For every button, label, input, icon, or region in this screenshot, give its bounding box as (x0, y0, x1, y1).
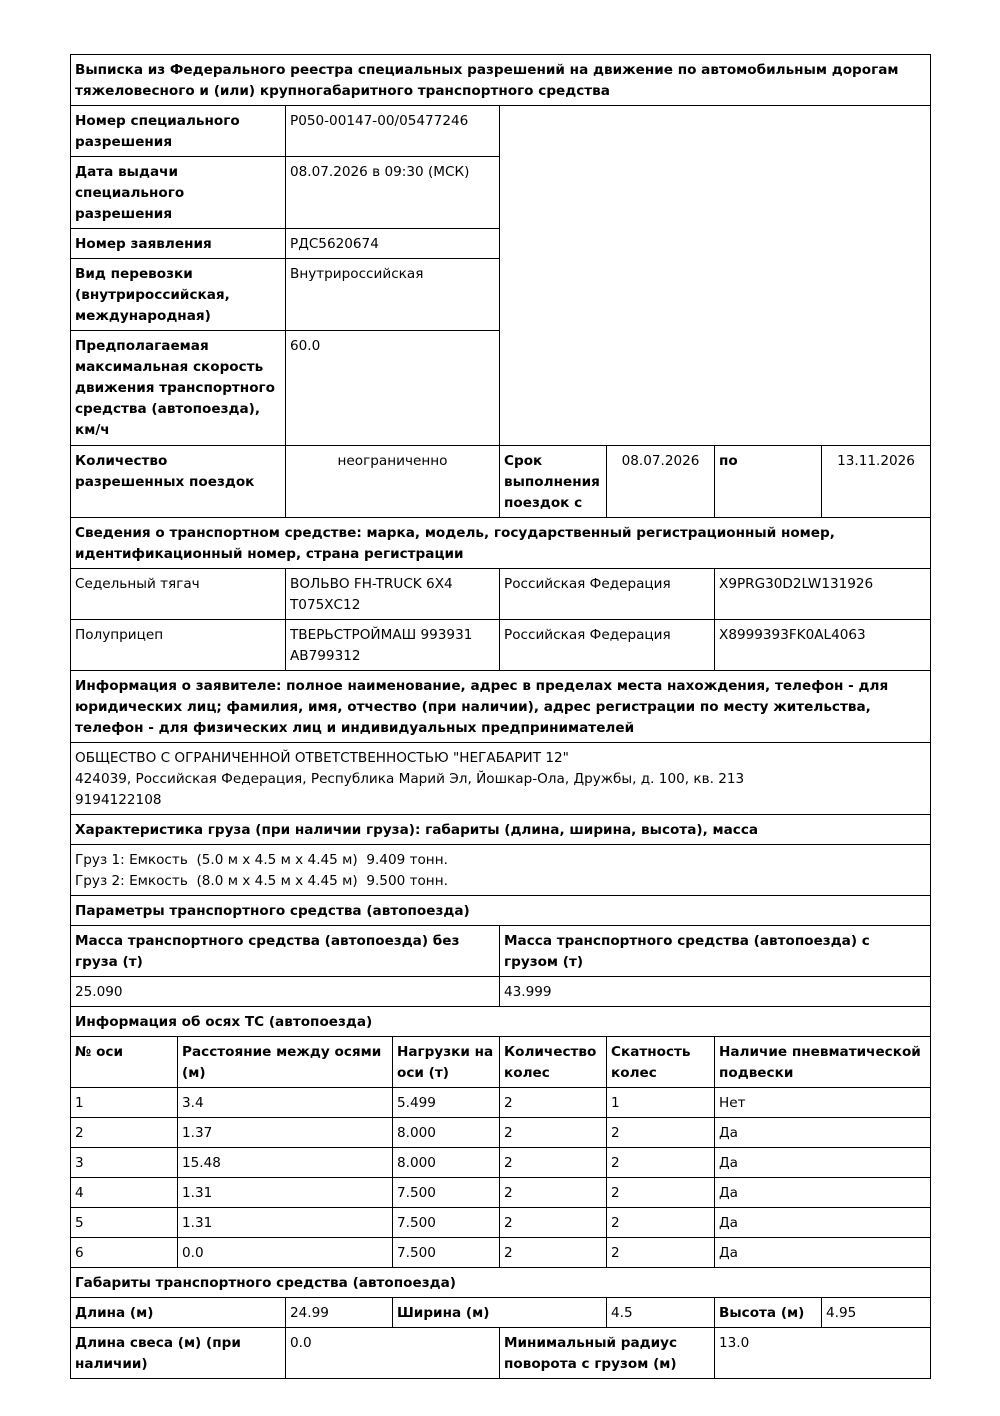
axle-wheels: 2 (500, 1088, 607, 1118)
cargo-section-title: Характеристика груза (при наличии груза): габариты (длина, ширина, высота), масса (71, 815, 931, 845)
axle-row (71, 1238, 931, 1268)
width-label: Ширина (м) (393, 1298, 607, 1328)
vehicle-model-cell (286, 569, 500, 620)
axle-load: 8.000 (393, 1148, 500, 1178)
axle-header: Нагрузки на оси (т) (393, 1037, 500, 1088)
vehicle-plate: Т075ХС12 (290, 597, 361, 613)
axle-load: 7.500 (393, 1208, 500, 1238)
mass-loaded-value: 43.999 (500, 977, 931, 1007)
document-title: Выписка из Федерального реестра специальных разрешений на движение по автомобильным дорогам тяжеловесного и (или) крупногабаритного транспортного средства (71, 55, 931, 106)
application-value: РДС5620674 (286, 229, 500, 259)
axle-tires: 2 (607, 1118, 715, 1148)
application-label: Номер заявления (71, 229, 286, 259)
axle-number: 2 (71, 1118, 178, 1148)
applicant-info (71, 743, 931, 815)
height-value: 4.95 (822, 1298, 931, 1328)
period-to: 13.11.2026 (822, 446, 931, 518)
axle-number: 6 (71, 1238, 178, 1268)
applicant-section-title: Информация о заявителе: полное наименование, адрес в пределах места нахождения, телефон - для юридических лиц; фамилия, имя, отчество (при наличии), адрес регистрации по месту жительства, телефон - для физических лиц и индивидуальных предпринимателей (71, 671, 931, 743)
header-row (71, 55, 931, 106)
axle-distance: 1.37 (178, 1118, 393, 1148)
cargo-line-1: Груз 1: Емкость (5.0 м x 4.5 м x 4.45 м) 9.409 тонн. (75, 852, 448, 868)
axle-tires: 1 (607, 1088, 715, 1118)
vehicle-model: ТВЕРЬСТРОЙМАШ 993931 (290, 627, 473, 643)
permit-number-value: Р050-00147-00/05477246 (286, 106, 500, 157)
cargo-line-2: Груз 2: Емкость (8.0 м x 4.5 м x 4.45 м) 9.500 тонн. (75, 873, 448, 889)
period-from: 08.07.2026 (607, 446, 715, 518)
cargo-info (71, 845, 931, 896)
overhang-label: Длина свеса (м) (при наличии) (71, 1328, 286, 1379)
vehicle-section-title: Сведения о транспортном средстве: марка, модель, государственный регистрационный номер, идентификационный номер, страна регистрации (71, 518, 931, 569)
applicant-address: 424039, Российская Федерация, Республика Марий Эл, Йошкар-Ола, Дружбы, д. 100, кв. 213 (75, 771, 745, 787)
axle-number: 4 (71, 1178, 178, 1208)
vehicle-row (71, 569, 931, 620)
axles-section-row (71, 1007, 931, 1037)
axle-tires: 2 (607, 1148, 715, 1178)
axle-header: № оси (71, 1037, 178, 1088)
vehicle-country: Российская Федерация (500, 620, 715, 671)
applicant-phone: 9194122108 (75, 792, 162, 808)
axle-tires: 2 (607, 1208, 715, 1238)
trips-row (71, 446, 931, 518)
length-value: 24.99 (286, 1298, 393, 1328)
permit-number-label: Номер специального разрешения (71, 106, 286, 157)
vehicle-row (71, 620, 931, 671)
vehicle-section-row (71, 518, 931, 569)
params-section-row (71, 896, 931, 926)
mass-label-row (71, 926, 931, 977)
axle-distance: 0.0 (178, 1238, 393, 1268)
period-to-label: по (715, 446, 822, 518)
vehicle-country: Российская Федерация (500, 569, 715, 620)
axles-header-row (71, 1037, 931, 1088)
axle-wheels: 2 (500, 1118, 607, 1148)
axle-row (71, 1148, 931, 1178)
mass-empty-label: Масса транспортного средства (автопоезда) без груза (т) (71, 926, 500, 977)
vehicle-type: Седельный тягач (71, 569, 286, 620)
overhang-row (71, 1328, 931, 1379)
transport-type-label: Вид перевозки (внутрироссийская, международная) (71, 259, 286, 331)
vehicle-vin: X9PRG30D2LW131926 (715, 569, 931, 620)
vehicle-type: Полуприцеп (71, 620, 286, 671)
width-value: 4.5 (607, 1298, 715, 1328)
axle-number: 3 (71, 1148, 178, 1178)
axle-pneumatic: Да (715, 1118, 931, 1148)
applicant-row (71, 743, 931, 815)
permit-date-value: 08.07.2026 в 09:30 (МСК) (286, 157, 500, 229)
mass-value-row (71, 977, 931, 1007)
axle-row (71, 1118, 931, 1148)
axle-tires: 2 (607, 1178, 715, 1208)
dimensions-section-title: Габариты транспортного средства (автопоезда) (71, 1268, 931, 1298)
speed-value: 60.0 (286, 331, 500, 446)
permit-number-row (71, 106, 931, 157)
dimensions-row (71, 1298, 931, 1328)
axle-tires: 2 (607, 1238, 715, 1268)
cargo-section-row (71, 815, 931, 845)
dimensions-section-row (71, 1268, 931, 1298)
axle-pneumatic: Да (715, 1148, 931, 1178)
axle-row (71, 1208, 931, 1238)
axle-number: 1 (71, 1088, 178, 1118)
vehicle-vin: X8999393FK0AL4063 (715, 620, 931, 671)
trips-value: неограниченно (286, 446, 500, 518)
period-label: Срок выполнения поездок с (500, 446, 607, 518)
vehicle-plate: АВ799312 (290, 648, 361, 664)
axle-load: 5.499 (393, 1088, 500, 1118)
axle-row (71, 1088, 931, 1118)
cargo-row (71, 845, 931, 896)
axle-distance: 15.48 (178, 1148, 393, 1178)
axle-pneumatic: Да (715, 1238, 931, 1268)
height-label: Высота (м) (715, 1298, 822, 1328)
axle-header: Скатность колес (607, 1037, 715, 1088)
axle-load: 7.500 (393, 1238, 500, 1268)
axle-pneumatic: Нет (715, 1088, 931, 1118)
applicant-section-row (71, 671, 931, 743)
applicant-name: ОБЩЕСТВО С ОГРАНИЧЕННОЙ ОТВЕТСТВЕННОСТЬЮ "НЕГАБАРИТ 12" (75, 750, 569, 766)
vehicle-model-cell (286, 620, 500, 671)
axle-header: Расстояние между осями (м) (178, 1037, 393, 1088)
axle-pneumatic: Да (715, 1178, 931, 1208)
permit-date-label: Дата выдачи специального разрешения (71, 157, 286, 229)
vehicle-model: ВОЛЬВО FH-TRUCK 6X4 (290, 576, 453, 592)
permit-extract-table (70, 54, 931, 1379)
overhang-value: 0.0 (286, 1328, 500, 1379)
axle-header: Наличие пневматической подвески (715, 1037, 931, 1088)
blank-area (500, 106, 931, 446)
axle-wheels: 2 (500, 1148, 607, 1178)
mass-loaded-label: Масса транспортного средства (автопоезда) с грузом (т) (500, 926, 931, 977)
length-label: Длина (м) (71, 1298, 286, 1328)
axles-section-title: Информация об осях ТС (автопоезда) (71, 1007, 931, 1037)
axle-number: 5 (71, 1208, 178, 1238)
axle-load: 8.000 (393, 1118, 500, 1148)
params-section-title: Параметры транспортного средства (автопоезда) (71, 896, 931, 926)
radius-label: Минимальный радиус поворота с грузом (м) (500, 1328, 715, 1379)
axle-wheels: 2 (500, 1238, 607, 1268)
radius-value: 13.0 (715, 1328, 931, 1379)
speed-label: Предполагаемая максимальная скорость движения транспортного средства (автопоезда), км/ч (71, 331, 286, 446)
trips-label: Количество разрешенных поездок (71, 446, 286, 518)
axle-load: 7.500 (393, 1178, 500, 1208)
axle-pneumatic: Да (715, 1208, 931, 1238)
axle-row (71, 1178, 931, 1208)
axle-distance: 1.31 (178, 1178, 393, 1208)
axle-distance: 3.4 (178, 1088, 393, 1118)
mass-empty-value: 25.090 (71, 977, 500, 1007)
axle-header: Количество колес (500, 1037, 607, 1088)
transport-type-value: Внутрироссийская (286, 259, 500, 331)
axle-wheels: 2 (500, 1178, 607, 1208)
axle-distance: 1.31 (178, 1208, 393, 1238)
axle-wheels: 2 (500, 1208, 607, 1238)
